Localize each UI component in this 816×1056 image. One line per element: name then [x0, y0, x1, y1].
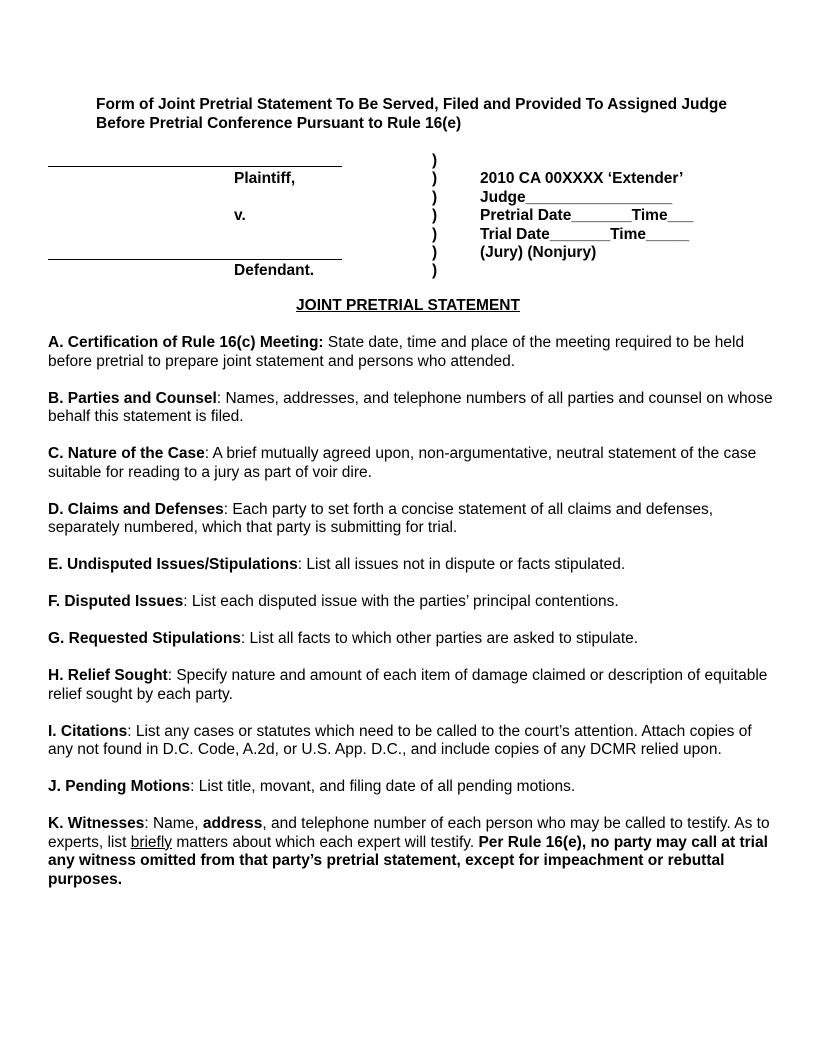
plaintiff-label: Plaintiff,	[234, 170, 296, 187]
section-body: : Specify nature and amount of each item of damage claimed or description of equitable relief sought by each party.	[48, 667, 768, 703]
judge-field: Judge_________________	[480, 189, 673, 206]
caption-paren: )	[432, 170, 438, 187]
section-heading: J. Pending Motions	[48, 778, 191, 795]
jury-option: (Jury) (Nonjury)	[480, 244, 597, 261]
section-witnesses	[48, 815, 773, 889]
section-nature-of-case	[48, 445, 773, 482]
section-claims-defenses	[48, 501, 773, 538]
form-heading	[96, 96, 786, 133]
statement-sections	[48, 334, 773, 908]
section-body: , and telephone number of each person who may be called to testify. As to experts, list	[48, 815, 770, 851]
section-heading: G. Requested Stipulations	[48, 630, 241, 647]
document-title-text: JOINT PRETRIAL STATEMENT	[296, 297, 520, 314]
section-heading: C. Nature of the Case	[48, 445, 205, 462]
section-body: : A brief mutually agreed upon, non-argumentative, neutral statement of the case suitable for reading to a jury as part of voir dire.	[48, 445, 757, 481]
section-body: : List any cases or statutes which need to be called to the court’s attention. Attach copies of any not found in D.C. Code, A.2d, or U.S. App. D.C., and include copies of any DCMR relied upon.	[48, 722, 752, 758]
section-body: State date, time and place of the meeting required to be held before pretrial to prepare joint statement and persons who attended.	[48, 334, 745, 370]
section-relief-sought	[48, 667, 773, 704]
emphasis-address: address	[202, 815, 263, 832]
document-title	[0, 297, 816, 315]
section-heading: K. Witnesses	[48, 815, 145, 832]
defendant-label: Defendant.	[234, 262, 315, 279]
rule-warning: Per Rule 16(e), no party may call at trial any witness omitted from that party’s pretrial statement, except for impeachment or rebuttal purposes.	[48, 833, 768, 888]
section-parties-counsel	[48, 390, 773, 427]
caption-paren: )	[432, 207, 438, 224]
caption-paren: )	[432, 244, 438, 261]
section-pending-motions	[48, 778, 773, 797]
caption-paren: )	[432, 226, 438, 243]
section-heading: D. Claims and Defenses	[48, 500, 224, 518]
caption-paren: )	[432, 189, 438, 206]
section-body: : Name,	[144, 815, 203, 832]
section-body: : List all issues not in dispute or facts stipulated.	[297, 556, 626, 573]
form-heading-line-2: Before Pretrial Conference Pursuant to Rule 16(e)	[96, 114, 462, 132]
pretrial-date-field: Pretrial Date_______Time___	[480, 207, 694, 224]
section-requested-stipulations	[48, 630, 773, 649]
section-certification	[48, 334, 773, 371]
section-body: matters about which each expert will testify.	[172, 833, 479, 851]
section-heading: H. Relief Sought	[48, 667, 168, 684]
form-heading-line-1: Form of Joint Pretrial Statement To Be Served, Filed and Provided To Assigned Judge	[96, 96, 728, 113]
section-body: : Names, addresses, and telephone numbers of all parties and counsel on whose behalf this statement is filed.	[48, 389, 773, 425]
caption-paren: )	[432, 152, 438, 169]
trial-date-field: Trial Date_______Time_____	[480, 226, 690, 243]
section-body: : List all facts to which other parties are asked to stipulate.	[240, 630, 639, 647]
emphasis-briefly: briefly	[130, 833, 173, 851]
case-caption	[48, 150, 768, 282]
section-citations	[48, 723, 773, 760]
section-heading: E. Undisputed Issues/Stipulations	[48, 556, 298, 573]
plaintiff-name-line	[48, 150, 342, 167]
section-body: : List each disputed issue with the parties’ principal contentions.	[183, 593, 619, 610]
section-body: : Each party to set forth a concise statement of all claims and defenses, separately numbered, which that party is submitting for trial.	[48, 500, 714, 536]
case-number: 2010 CA 00XXXX ‘Extender’	[480, 170, 684, 187]
section-undisputed-issues	[48, 556, 773, 575]
section-body: : List title, movant, and filing date of all pending motions.	[190, 778, 576, 795]
caption-paren: )	[432, 262, 438, 279]
section-heading: B. Parties and Counsel	[48, 389, 217, 407]
versus-label: v.	[234, 207, 246, 224]
section-heading: I. Citations	[48, 722, 128, 740]
section-heading: A. Certification of Rule 16(c) Meeting:	[48, 334, 324, 351]
section-heading: F. Disputed Issues	[48, 593, 184, 610]
section-disputed-issues	[48, 593, 773, 612]
defendant-name-line	[48, 243, 342, 260]
